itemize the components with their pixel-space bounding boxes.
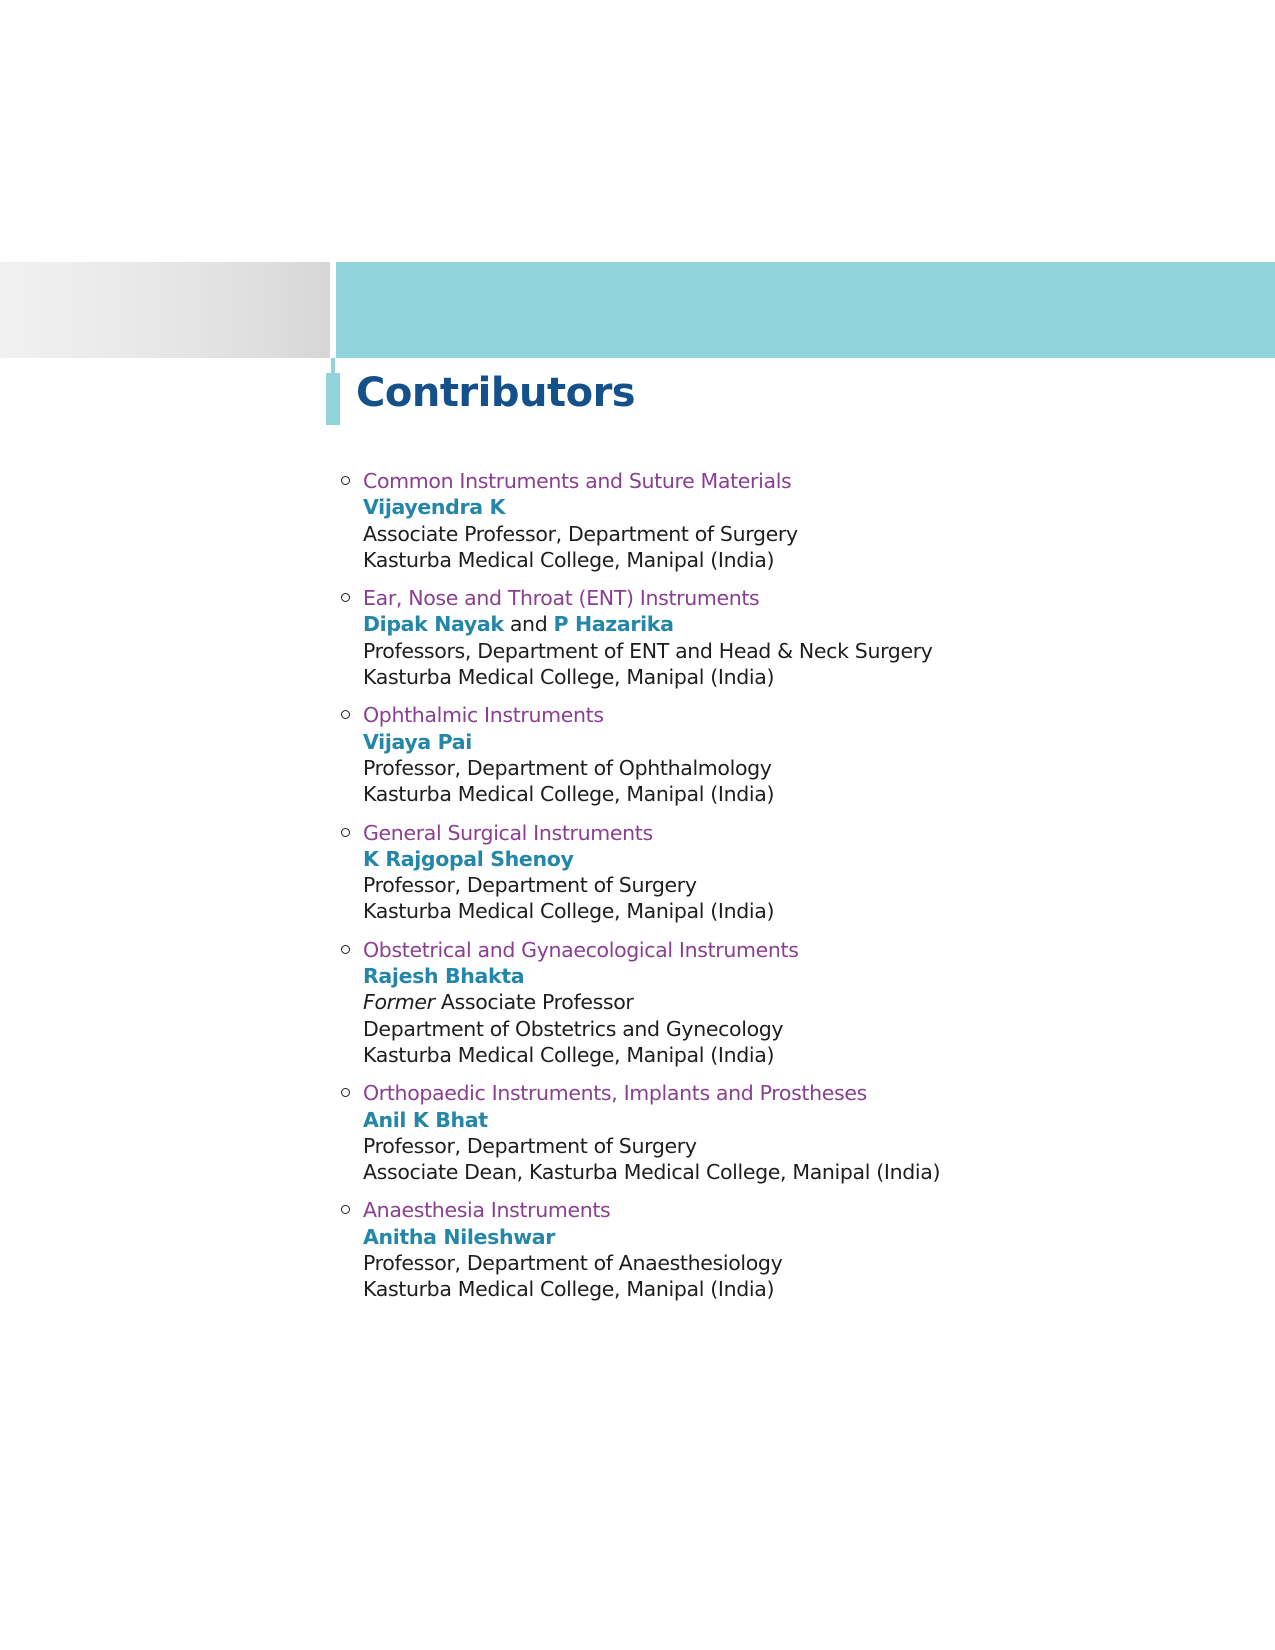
affiliation-line: Kasturba Medical College, Manipal (India) (363, 665, 775, 690)
contributor-entry (339, 702, 1239, 807)
name-conjunction: and (509, 612, 548, 637)
affiliation-line: Associate Dean, Kasturba Medical College, Manipal (India) (363, 1160, 941, 1185)
contributor-name: Dipak Nayak (363, 612, 504, 637)
section-title: Obstetrical and Gynaecological Instruments (363, 937, 799, 962)
contributor-name: Vijayendra K (363, 495, 506, 520)
affiliation-line: Kasturba Medical College, Manipal (India) (363, 1042, 775, 1067)
affiliation-line: Kasturba Medical College, Manipal (India) (363, 547, 775, 572)
section-title: Ophthalmic Instruments (363, 703, 604, 728)
circle-bullet-icon (341, 1205, 350, 1214)
affiliation-line: Associate Professor, Department of Surgery (363, 521, 798, 546)
header-band-teal (336, 262, 1275, 358)
contributors-list (339, 468, 1239, 1315)
affiliation-line: Professor, Department of Surgery (363, 1133, 697, 1158)
contributor-entry (339, 468, 1239, 573)
circle-bullet-icon (341, 828, 350, 837)
contributor-name: Anil K Bhat (363, 1107, 488, 1132)
contributor-name: P Hazarika (553, 612, 674, 637)
contributor-entry (339, 585, 1239, 690)
contributor-entry (339, 820, 1239, 925)
circle-bullet-icon (341, 1088, 350, 1097)
circle-bullet-icon (341, 476, 350, 485)
section-title: Ear, Nose and Throat (ENT) Instruments (363, 586, 760, 611)
page-title: Contributors (356, 370, 636, 416)
contributor-name: Vijaya Pai (363, 729, 472, 754)
affiliation-line: Associate Professor (440, 990, 634, 1015)
affiliation-line: Professor, Department of Ophthalmology (363, 755, 772, 780)
title-accent-line (331, 358, 335, 374)
contributor-entry (339, 1080, 1239, 1185)
former-label: Former (363, 990, 435, 1015)
contributor-name: Rajesh Bhakta (363, 964, 525, 989)
affiliation-line: Professors, Department of ENT and Head & Neck Surgery (363, 638, 933, 663)
contributor-name: K Rajgopal Shenoy (363, 846, 574, 871)
affiliation-line: Kasturba Medical College, Manipal (India) (363, 782, 775, 807)
header-band-grey (0, 262, 330, 358)
circle-bullet-icon (341, 945, 350, 954)
title-accent-bar (326, 373, 340, 425)
section-title: Anaesthesia Instruments (363, 1198, 611, 1223)
contributor-entry (339, 1197, 1239, 1302)
affiliation-line: Department of Obstetrics and Gynecology (363, 1016, 784, 1041)
section-title: Orthopaedic Instruments, Implants and Prostheses (363, 1081, 867, 1106)
affiliation-line: Professor, Department of Anaesthesiology (363, 1251, 783, 1276)
contributor-entry (339, 937, 1239, 1068)
affiliation-line: Professor, Department of Surgery (363, 873, 697, 898)
section-title: Common Instruments and Suture Materials (363, 469, 792, 493)
affiliation-line: Kasturba Medical College, Manipal (India) (363, 899, 775, 924)
circle-bullet-icon (341, 710, 350, 719)
circle-bullet-icon (341, 593, 350, 602)
affiliation-line: Kasturba Medical College, Manipal (India) (363, 1277, 775, 1302)
contributor-name: Anitha Nileshwar (363, 1224, 556, 1249)
section-title: General Surgical Instruments (363, 820, 653, 845)
